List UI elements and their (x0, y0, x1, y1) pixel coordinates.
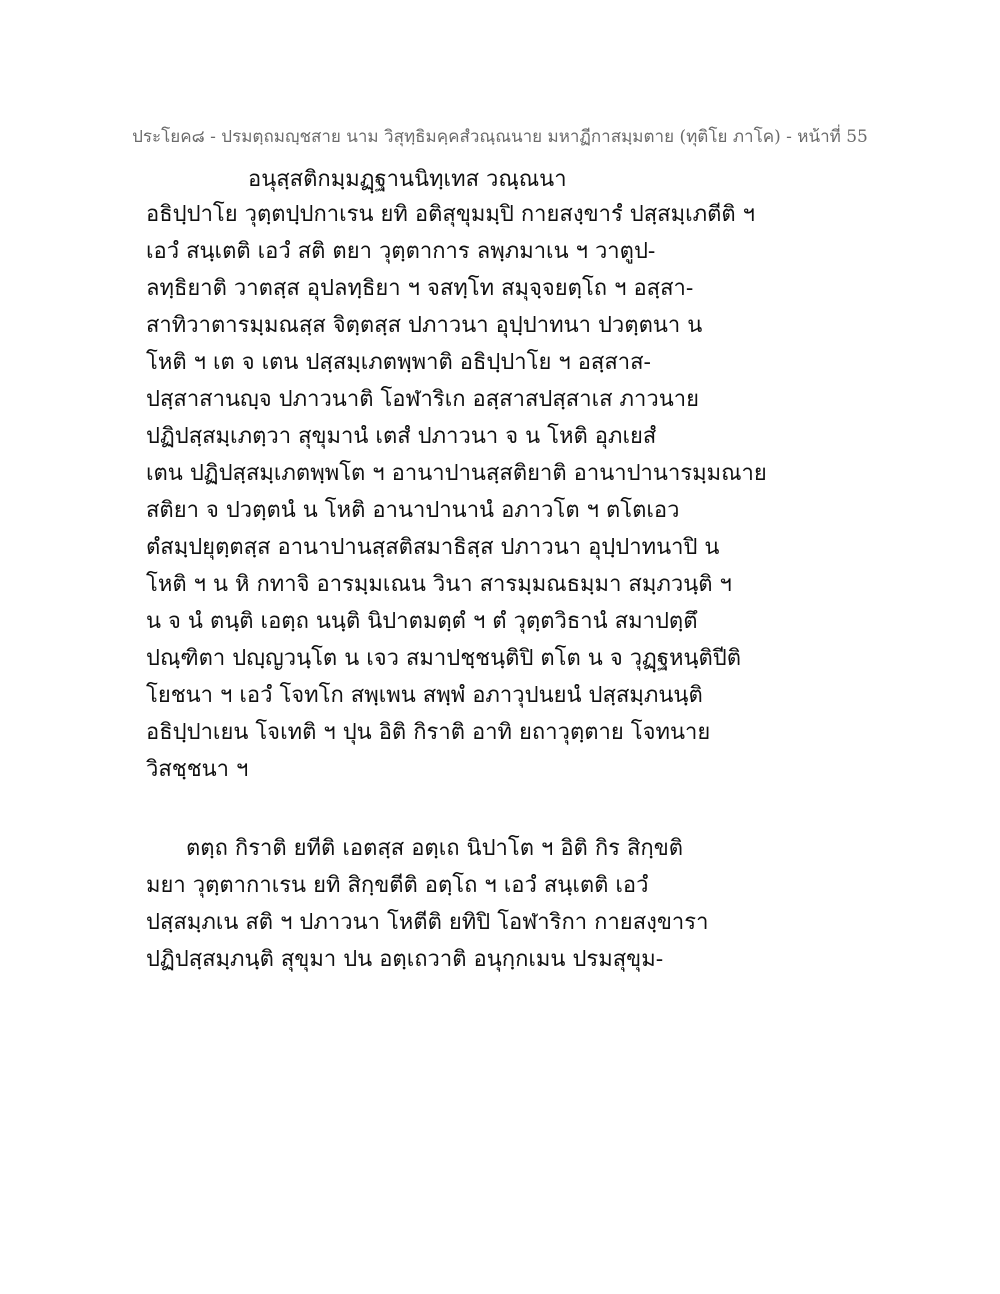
text-line: ปสฺสมฺภเน สติ ฯ ปภาวนา โหตีติ ยทิปิ โอฬาริกา กายสงฺขารา (146, 910, 709, 935)
text-line: สาทิวาตารมฺมณสฺส จิตฺตสฺส ปภาวนา อุปฺปาทนา ปวตฺตนา น (146, 313, 703, 338)
text-line: ตตฺถ กิราติ ยทีติ เอตสฺส อตฺเถ นิปาโต ฯ อิติ กิร สิกฺขติ (186, 836, 684, 861)
text-line: วิสชฺชนา ฯ (146, 757, 249, 782)
text-line: อธิปฺปาเยน โจเทติ ฯ ปุน อิติ กิราติ อาทิ ยถาวุตฺตาย โจทนาย (146, 720, 711, 745)
paragraph-2 (146, 830, 866, 978)
text-line: ปฏิปสฺสมฺภนฺติ สุขุมา ปน อตฺเถวาติ อนุกฺกเมน ปรมสุขุม- (146, 947, 664, 972)
text-line: โหติ ฯ น หิ กทาจิ อารมฺมเณน วินา สารมฺมณธมฺมา สมฺภวนฺติ ฯ (146, 572, 732, 597)
text-line: เอวํ สนฺเตติ เอวํ สติ ตยา วุตฺตาการ ลพฺภมาเน ฯ วาตูป- (146, 239, 656, 264)
text-line: เตน ปฏิปสฺสมฺเภตพฺพโต ฯ อานาปานสฺสติยาติ อานาปานารมฺมณาย (146, 461, 767, 486)
text-line: โยชนา ฯ เอวํ โจทโก สพฺเพน สพฺพํ อภาวุปนยนํ ปสฺสมฺภนนฺติ (146, 683, 703, 708)
text-line: ลทฺธิยาติ วาตสฺส อุปลทฺธิยา ฯ จสทฺโท สมุจฺจยตฺโถ ฯ อสฺสา- (146, 276, 694, 301)
text-line: โหติ ฯ เต จ เตน ปสฺสมฺเภตพฺพาติ อธิปฺปาโย ฯ อสฺสาส- (146, 350, 651, 375)
text-line: สติยา จ ปวตฺตนํ น โหติ อานาปานานํ อภาวโต ฯ ตโตเอว (146, 498, 680, 523)
text-line: ตํสมฺปยุตฺตสฺส อานาปานสฺสติสมาธิสฺส ปภาวนา อุปฺปาทนาปิ น (146, 535, 720, 560)
text-line: ปสฺสาสานญฺจ ปภาวนาติ โอฬาริเก อสฺสาสปสฺสาเส ภาวนาย (146, 387, 699, 412)
text-line: ปณฺฑิตา ปญฺญวนฺโต น เจว สมาปชฺชนฺติปิ ตโต น จ วุฏฺฐหนฺติปีติ (146, 646, 742, 671)
section-title: อนุสฺสติกมฺมฏฺฐานนิทฺเทส วณฺณนา (248, 167, 567, 192)
paragraph-1 (146, 196, 866, 788)
text-line: อธิปฺปาโย วุตฺตปฺปกาเรน ยทิ อติสุขุมมฺปิ กายสงฺขารํ ปสฺสมฺเภตีติ ฯ (146, 202, 756, 227)
running-header: ประโยค๘ - ปรมตฺถมญฺชสาย นาม วิสุทฺธิมคฺคสํวณฺณนาย มหาฏีกาสมฺมตาย (ทุติโย ภาโค) - หน้าที่ 55 (132, 127, 868, 147)
text-line: ปฏิปสฺสมฺเภตฺวา สุขุมานํ เตสํ ปภาวนา จ น โหติ อุภเยสํ (146, 424, 657, 449)
text-line: มยา วุตฺตากาเรน ยทิ สิกฺขตีติ อตฺโถ ฯ เอวํ สนฺเตติ เอวํ (146, 873, 649, 898)
text-line: น จ นํ ตนฺติ เอตฺถ นนฺติ นิปาตมตฺตํ ฯ ตํ วุตฺตวิธานํ สมาปตฺตึ (146, 609, 698, 634)
